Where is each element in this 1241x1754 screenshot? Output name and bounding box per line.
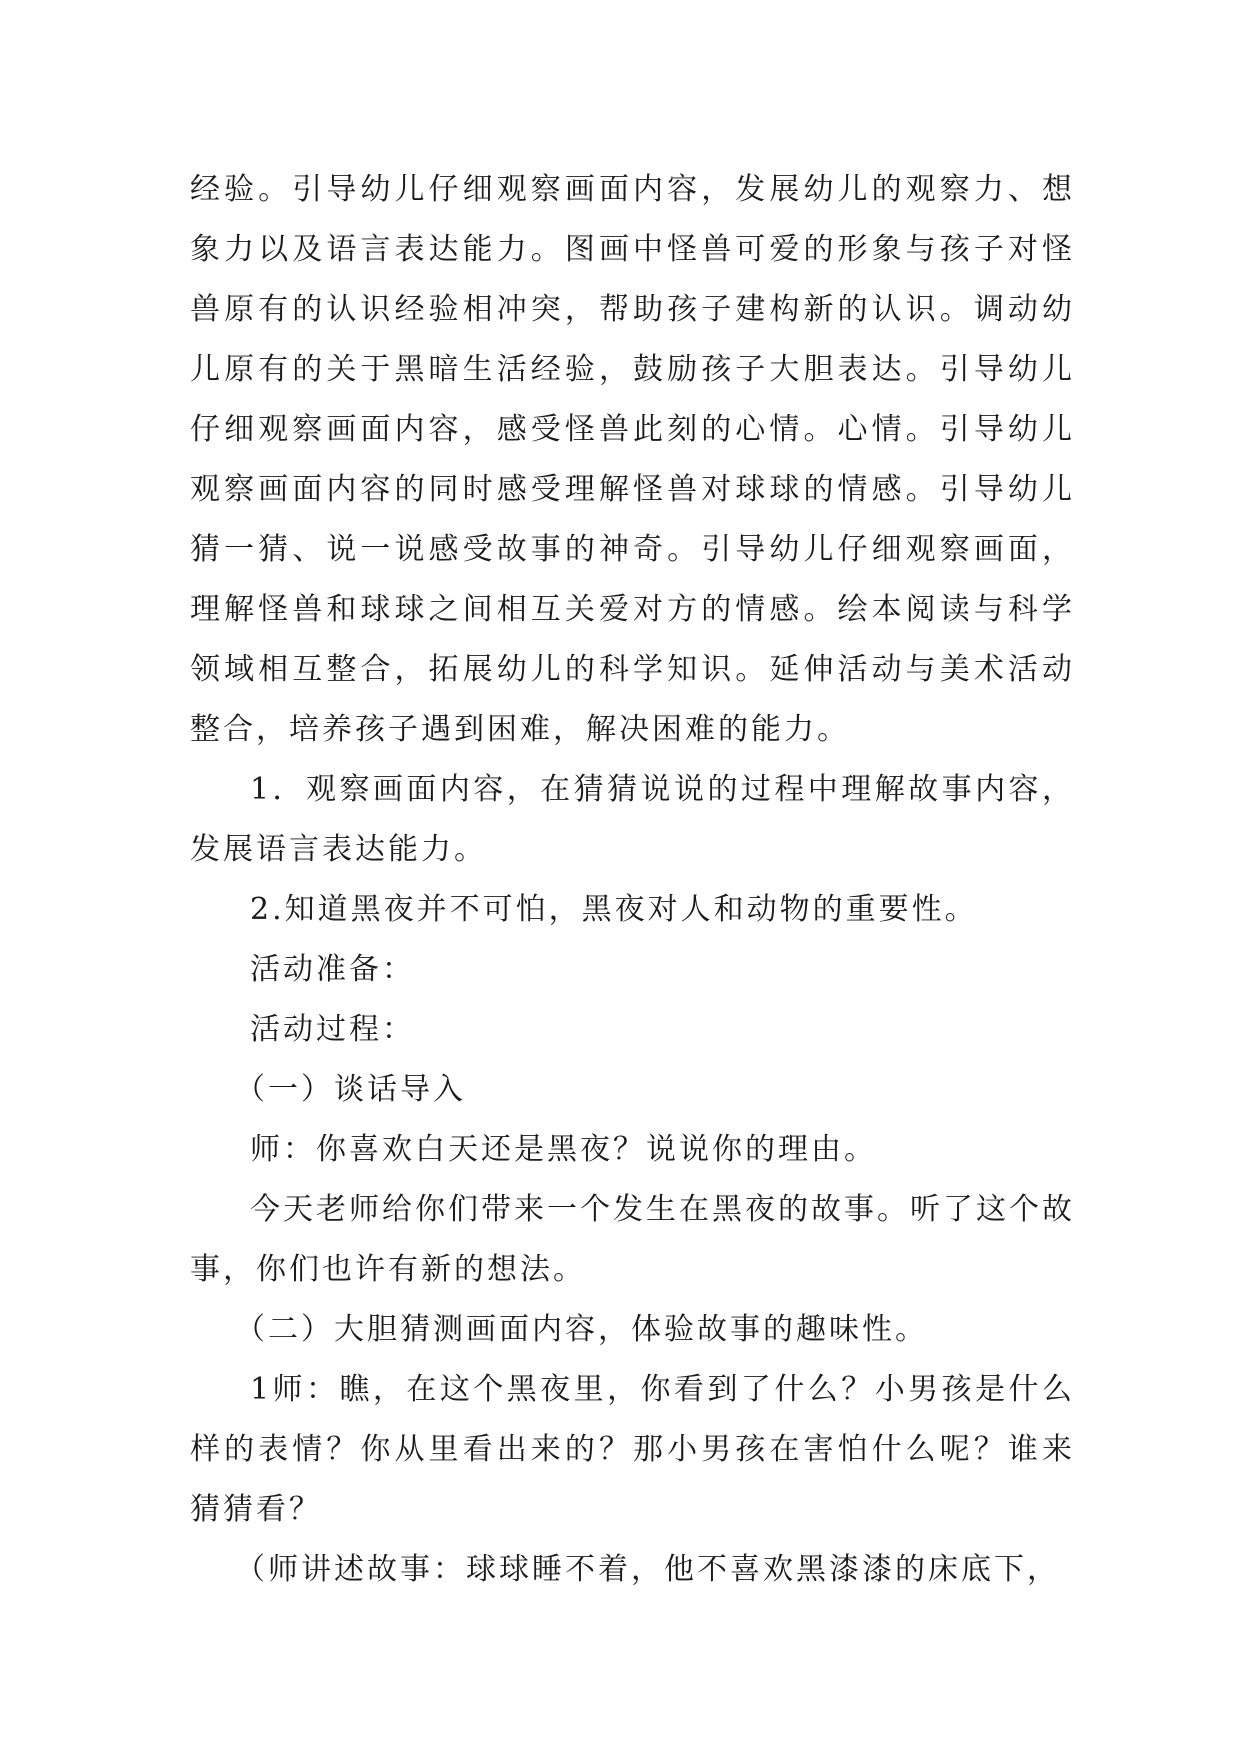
paragraph-preparation: 活动准备： bbox=[250, 952, 415, 987]
paragraph-step-1: 1师：瞧，在这个黑夜里，你看到了什么？小男孩是什么样的表情？你从里看出来的？那小男孩在害怕什么呢？谁来猜猜看？ bbox=[190, 1372, 1075, 1527]
section-heading-1: （一）谈话导入 bbox=[235, 1072, 466, 1107]
paragraph-process: 活动过程： bbox=[250, 1012, 415, 1047]
paragraph-story-intro: 今天老师给你们带来一个发生在黑夜的故事。听了这个故事，你们也许有新的想法。 bbox=[190, 1192, 1075, 1287]
paragraph-goal-1: 1．观察画面内容，在猜猜说说的过程中理解故事内容，发展语言表达能力。 bbox=[190, 772, 1075, 867]
paragraph-intro: 经验。引导幼儿仔细观察画面内容，发展幼儿的观察力、想象力以及语言表达能力。图画中怪兽可爱的形象与孩子对怪兽原有的认识经验相冲突，帮助孩子建构新的认识。调动幼儿原有的关于黑暗生活经验，鼓励孩子大胆表达。引导幼儿仔细观察画面内容，感受怪兽此刻的心情。心情。引导幼儿观察画面内容的同时感受理解怪兽对球球的情感。引导幼儿猜一猜、说一说感受故事的神奇。引导幼儿仔细观察画面，理解怪兽和球球之间相互关爱对方的情感。绘本阅读与科学领域相互整合，拓展幼儿的科学知识。延伸活动与美术活动整合，培养孩子遇到困难，解决困难的能力。 bbox=[190, 172, 1075, 747]
section-heading-2: （二）大胆猜测画面内容，体验故事的趣味性。 bbox=[235, 1312, 928, 1347]
paragraph-story-telling: （师讲述故事：球球睡不着，他不喜欢黑漆漆的床底下， bbox=[235, 1552, 1060, 1587]
document-body bbox=[190, 160, 1075, 1600]
paragraph-goal-2: 2.知道黑夜并不可怕，黑夜对人和动物的重要性。 bbox=[250, 892, 978, 927]
paragraph-teacher-question: 师：你喜欢白天还是黑夜？说说你的理由。 bbox=[250, 1132, 877, 1167]
